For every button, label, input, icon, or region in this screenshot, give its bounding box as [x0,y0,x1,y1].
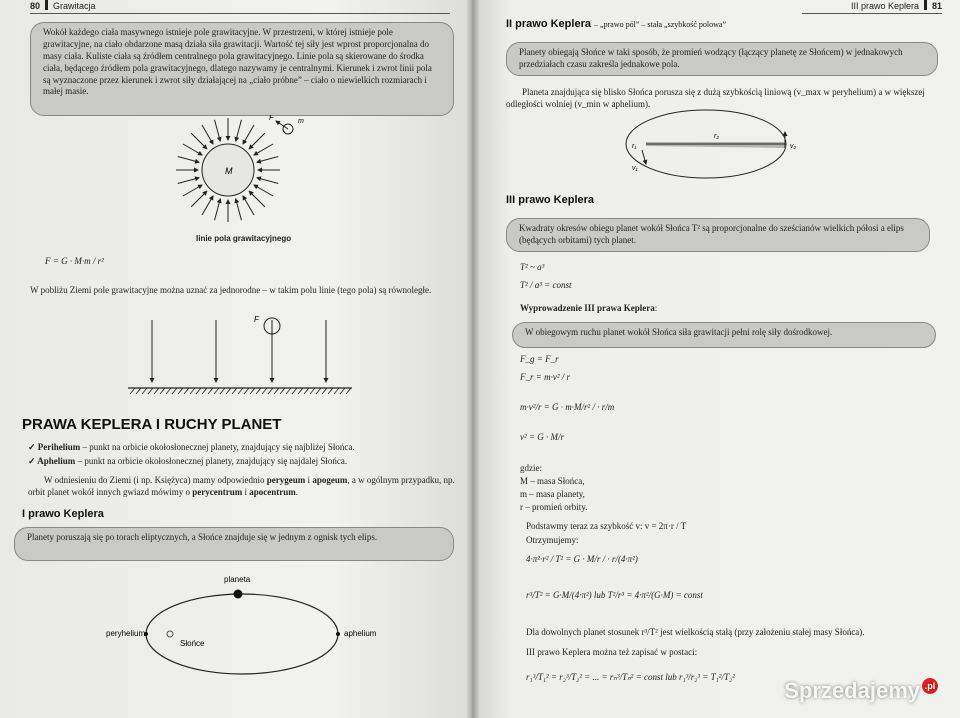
aphelium-definition: ✓ Aphelium – punkt na orbicie okołosłonecznej planety, znajdujący się najdalej Słońca. [28,456,348,466]
right-running-head [802,0,942,14]
field-line [257,157,278,163]
perihelium-label: peryhelium [106,629,146,638]
const-formula: T² / a³ = const [520,280,572,290]
third-law-title: III prawo Keplera [506,194,595,206]
field-line [215,199,221,220]
swept-area [646,142,786,148]
book-gutter [466,0,480,718]
hatch-line [148,388,153,394]
field-line [254,185,273,196]
v1-label: v₁ [632,165,638,172]
field-line [183,144,202,155]
uniform-field-diagram [120,310,360,395]
right-page-number: 81 [931,1,942,11]
substitute-text: Podstawmy teraz za szybkość v: v = 2π·r / T [526,521,687,531]
planet-dot [234,590,243,599]
hatch-line [232,388,237,394]
hatch-line [190,388,195,394]
where-label: gdzie: [520,463,542,473]
moon-orbit-paragraph: W odniesieniu do Ziemi (i np. Księżyca) mamy odpowiednio perygeum i apogeum, a w ogólnym przypadku, np. orbit planet wokół innych gwiazd mówimy o perycentrum i apocentrum. [28,475,455,498]
hatch-line [262,388,267,394]
hatch-line [292,388,297,394]
eq-velocity: v² = G · M/r [520,432,565,442]
hatch-line [310,388,315,394]
left-running-title: Grawitacja [53,1,96,11]
field-line [249,191,265,207]
field-line [191,133,207,149]
eq-centripetal: F_r = m·v² / r [520,372,571,382]
v2-label: v₂ [790,143,797,150]
field-line [178,157,199,163]
second-law-subtitle: – „prawo pól” – stała „szybkość polowa” [594,20,727,29]
field-line [202,196,213,215]
second-law-diagram [622,104,802,184]
hatch-line [226,388,231,394]
hatch-line [268,388,273,394]
mass-label: M [225,166,233,176]
hatch-line [340,388,345,394]
probe-force-arrow [276,121,288,129]
third-law-box: Kwadraty okresów obiegu planet wokół Słońca T² są proporcjonalne do sześcianów wielkich półosi a elips (będących orbitami) tych planet. [506,218,930,252]
hatch-line [298,388,303,394]
right-page [472,0,960,718]
hatch-line [202,388,207,394]
hatch-line [160,388,165,394]
uniform-force-label: F [254,315,259,324]
ground-hatching [130,388,351,394]
perihelium-term: Perihelium [37,442,81,452]
hatch-line [214,388,219,394]
hatch-line [244,388,249,394]
hatch-line [274,388,279,394]
hatch-line [178,388,183,394]
field-line [236,120,242,141]
central-field-diagram [168,115,318,235]
hatch-line [238,388,243,394]
field-line [257,178,278,184]
field-line [183,185,202,196]
derivation-box: W obiegowym ruchu planet wokół Słońca siła grawitacji pełni rolę siły dośrodkowej. [512,322,936,348]
field-line [191,191,207,207]
eq-kepler3-alt: r₁³/T₁² = r₂³/T₂² = ... = rₙ³/Tₙ² = const lub r₁³/r₂³ = T₁²/T₂² [526,672,735,682]
speed-text: Planeta znajdująca się blisko Słońca porusza się z dużą szybkością liniową (v_max w peryhelium) a w większej odległości wolniej (v_min w aphelium). [506,87,925,110]
field-line [215,120,221,141]
field-line [249,133,265,149]
alt-form-text: III prawo Keplera można też zapisać w postaci: [526,647,698,657]
hatch-line [304,388,309,394]
hatch-line [196,388,201,394]
hatch-line [142,388,147,394]
where-r: r – promień orbity. [520,502,588,512]
any-planets-text: Dla dowolnych planet stosunek r³/T² jest wielkością stałą (przy założeniu stałej masy Słońca). [526,627,865,637]
hatch-line [346,388,351,394]
obtain-text: Otrzymujemy: [526,535,579,545]
eq-balance: m·v²/r = G · m·M/r² / · r/m [520,402,615,412]
field-line [243,125,254,144]
eq-period: 4·π²·r² / T² = G · M/r / · r/(4·π²) [526,554,638,564]
derivation-title: Wyprowadzenie III prawa Keplera: [520,303,658,313]
left-page-number: 80 [30,1,41,11]
gravity-force-formula: F = G · M·m / r² [45,256,104,266]
hatch-line [280,388,285,394]
orbit-ellipse [146,594,338,674]
hatch-line [316,388,321,394]
hatch-line [256,388,261,394]
perihelium-definition: ✓ Perihelium – punkt na orbicie okołosłonecznej planety, znajdujący się najbliżej Słońca. [28,442,355,452]
planet-label: planeta [224,575,251,584]
r1-label: r₁ [632,143,637,150]
field-line [202,125,213,144]
site-watermark: Sprzedajemy .pl [784,678,938,704]
field-line [236,199,242,220]
field-line [178,178,199,184]
intro-definition-box: Wokół każdego ciała masywnego istnieje pole grawitacyjne. W przestrzeni, w której istnieje pole grawitacyjne, na ciało obdarzone masą działa siła grawitacji. Wartość tej siły jest wprost proporcjonalna do masy ciała. Kuliste ciała są źródłem centralnego pola grawitacyjnego. Linie pola są skierowane do środka ciała, będącego źródłem pola grawitacyjnego, dlatego nazywamy je centralnymi. Kierunek i zwrot linii pola są wyznaczone przez kierunek i zwrot siły działającej na „ciało próbne” – ciało o niewielkich rozmiarach i małej masie. [30,22,454,116]
hatch-line [154,388,159,394]
uniform-field-text: W pobliżu Ziemi pole grawitacyjne można uznać za jednorodne – w takim polu linie (tego pola) są równoległe. [30,285,432,295]
prop-formula: T² ~ a³ [520,262,545,272]
first-law-orbit-diagram [100,572,380,682]
aphelium-term: Aphelium [37,456,76,466]
r2-label: r₂ [714,133,720,140]
second-law-title: II prawo Keplera – „prawo pól” – stała „szybkość polowa” [506,18,727,30]
hatch-line [172,388,177,394]
sun-label: Słońce [180,639,205,648]
eq-kepler3: r³/T² = G·M/(4·π²) lub T²/r³ = 4·π²/(G·M) = const [526,590,703,600]
hatch-line [184,388,189,394]
probe-mass-label: m [298,118,304,125]
hatch-line [334,388,339,394]
eq-fg-fr: F_g = F_r [520,354,559,364]
hatch-line [208,388,213,394]
hatch-line [136,388,141,394]
first-law-title: I prawo Keplera [22,508,104,520]
field-lines-caption: linie pola grawitacyjnego [196,234,292,243]
hatch-line [166,388,171,394]
field-line [254,144,273,155]
left-page [0,0,472,718]
first-law-box: Planety poruszają się po torach eliptycznych, a Słońce znajduje się w jednym z ognisk tych elips. [14,527,454,561]
aphelium-label: aphelium [344,629,377,638]
hatch-line [250,388,255,394]
field-line [243,196,254,215]
hatch-line [328,388,333,394]
hatch-line [286,388,291,394]
right-running-title: III prawo Keplera [850,1,919,11]
where-M: M – masa Słońca, [520,476,585,486]
left-running-head [30,0,450,14]
hatch-line [322,388,327,394]
sun-symbol [167,631,173,637]
hatch-line [130,388,135,394]
kepler-section-title: PRAWA KEPLERA I RUCHY PLANET [22,416,282,433]
force-label: F [269,115,274,122]
second-law-box: Planety obiegają Słońce w taki sposób, że promień wodzący (łączący planetę ze Słońcem) w jednakowych przedziałach czasu zakreśla jednakowe pola. [506,42,938,76]
where-m: m – masa planety, [520,489,585,499]
hatch-line [220,388,225,394]
